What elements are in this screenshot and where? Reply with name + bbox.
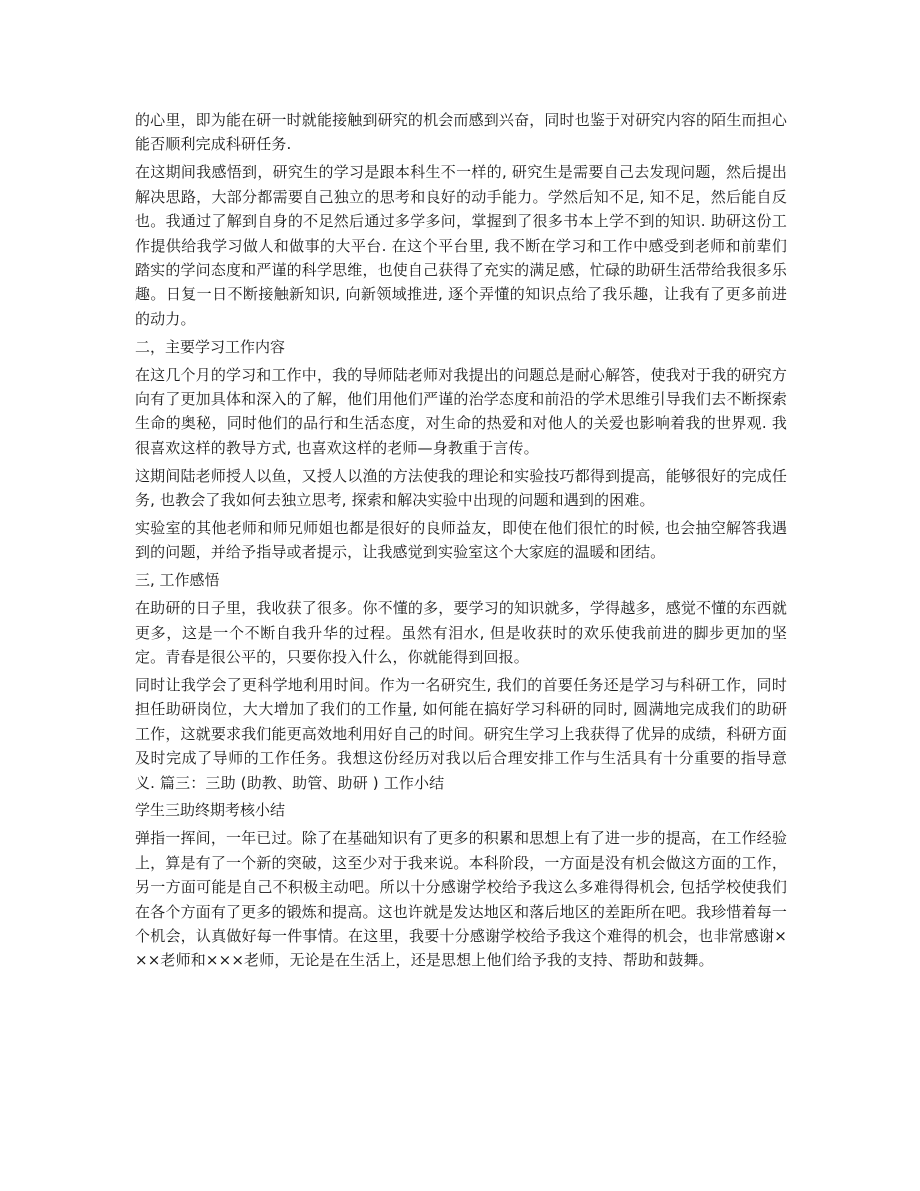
section-heading-final-summary: 学生三助终期考核小结	[135, 801, 286, 820]
paragraph-insights: 在这期间我感悟到，研究生的学习是跟本科生不一样的, 研究生是需要自己去发现问题，然后提出解决思路，大部分都需要自己独立的思考和良好的动手能力。学然后知不足, 知不足，然后能自反也。我通过了解到自身的不足然后通过多学多问，掌握到了很多书本上学不到的知识. 助研这份工作提供给我学习做人和做事的大平台. 在这个平台里, 我不断在学习和工作中感受到老师和前辈们踏实的学问态度和严谨的科学思维，也使自己获得了充实的满足感，忙碌的助研生活带给我很多乐趣。日复一日不断接触新知识, 向新领域推进, 逐个弄懂的知识点给了我乐趣，让我有了更多前进的动力。	[135, 163, 787, 328]
paragraph-lab-colleagues: 实验室的其他老师和师兄师姐也都是很好的良师益友，即使在他们很忙的时候, 也会抽空解答我遇到的问题，并给予指导或者提示，让我感觉到实验室这个大家庭的温暖和团结。	[135, 519, 787, 562]
paragraph-teaching-method: 这期间陆老师授人以鱼，又授人以渔的方法使我的理论和实验技巧都得到提高，能够很好的完成任务, 也教会了我如何去独立思考, 探索和解决实验中出现的问题和遇到的困难。	[135, 466, 787, 510]
paragraph-intro-continued: 的心里，即为能在研一时就能接触到研究的机会而感到兴奋，同时也鉴于对研究内容的陌生而担心能否顺利完成科研任务.	[135, 111, 787, 154]
paragraph-time-management: 同时让我学会了更科学地利用时间。作为一名研究生, 我们的首要任务还是学习与科研工作，同时担任助研岗位，大大增加了我们的工作量, 如何能在搞好学习科研的同时, 圆满地完成我们的助研工作，这就要求我们能更高效地利用好自己的时间。研究生学习上我获得了优异的成绩，科研方面及时完成了导师的工作任务。我想这份经历对我以后合理安排工作与生活具有十分重要的指导意义. 篇三：三助 (助教、助管、助研 ) 工作小结	[135, 675, 787, 792]
section-heading-main-work: 二，主要学习工作内容	[135, 337, 286, 356]
paragraph-final-summary: 弹指一挥间，一年已过。除了在基础知识有了更多的积累和思想上有了进一步的提高，在工作经验上，算是有了一个新的突破，这至少对于我来说。本科阶段，一方面是没有机会做这方面的工作，另一方面可能是自己不积极主动吧。所以十分感谢学校给予我这么多难得得机会, 包括学校使我们在各个方面有了更多的锻炼和提高。这也许就是发达地区和落后地区的差距所在吧。我珍惜着每一个机会，认真做好每一件事情。在这里，我要十分感谢学校给予我这个难得的机会，也非常感谢×××老师和×××老师，无论是在生活上，还是思想上他们给予我的支持、帮助和鼓舞。	[135, 829, 787, 970]
section-heading-reflections: 三, 工作感悟	[135, 571, 220, 590]
paragraph-gains: 在助研的日子里，我收获了很多。你不懂的多，要学习的知识就多，学得越多，感觉不懂的东西就更多，这是一个不断自我升华的过程。虽然有泪水, 但是收获时的欢乐使我前进的脚步更加的坚定。青春是很公平的，只要你投入什么，你就能得到回报。	[135, 599, 787, 667]
paragraph-advisor: 在这几个月的学习和工作中，我的导师陆老师对我提出的问题总是耐心解答，使我对于我的研究方向有了更加具体和深入的了解，他们用他们严谨的治学态度和前沿的学术思维引导我们去不断探索生命的奥秘，同时他们的品行和生活态度，对生命的热爱和对他人的关爱也影响着我的世界观. 我很喜欢这样的教导方式, 也喜欢这样的老师—身教重于言传。	[135, 365, 787, 457]
document-body	[135, 108, 787, 976]
